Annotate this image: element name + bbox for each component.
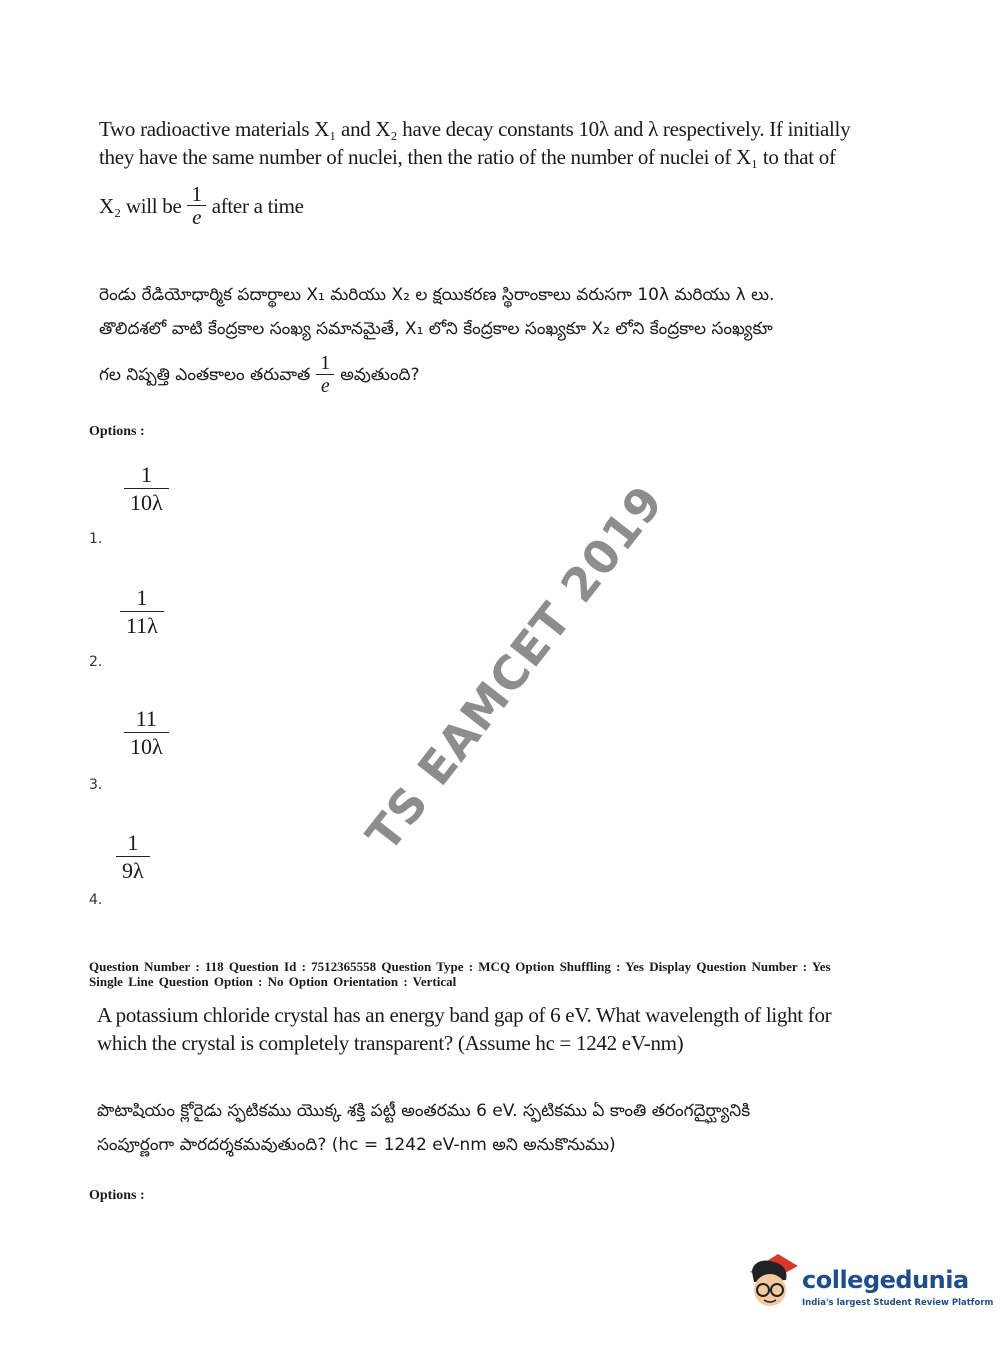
collegedunia-logo[interactable] [744,1250,994,1320]
question-1-telugu [99,278,899,397]
q1-en-line-2: they have the same number of nuclei, then the ratio of the number of nuclei of X₁ to that of [99,145,836,169]
q2-te-line-2: సంపూర్ణంగా పారదర్శకమవుతుంది? (hc = 1242 eV-nm అని అనుకొనుము) [97,1135,616,1155]
q2-meta-line-2: Single Line Question Option : No Option Orientation : Vertical [89,974,457,989]
option-denominator: 11λ [126,613,158,638]
q1-en-fraction [187,183,205,228]
q1-en-line-3-post: after a time [211,193,304,218]
option-4-number[interactable]: 4. [89,892,103,908]
option-1-number[interactable]: 1. [89,531,103,547]
q1-en-line-3 [99,183,899,228]
q2-meta-line-1: Question Number : 118 Question Id : 7512365558 Question Type : MCQ Option Shuffling : Yes Display Question Number : Yes [89,959,831,974]
q1-options-label: Options : [89,424,145,439]
q1-te-fraction [316,352,334,397]
logo-tagline: India's largest Student Review Platform [802,1298,994,1308]
fraction-denominator: e [192,205,202,229]
option-2-number[interactable]: 2. [89,654,103,670]
option-3-fraction[interactable] [124,706,169,761]
q1-te-line-3-post: అవుతుంది? [340,364,420,385]
fraction-denominator: e [320,375,330,397]
q2-en-line-2: which the crystal is completely transparent? (Assume hc = 1242 eV-nm) [97,1031,684,1055]
option-4-fraction[interactable] [116,830,150,885]
q2-te-line-1: పొటాషియం క్లోరైడు స్ఫటికము యొక్క శక్తి పట్టీ అంతరము 6 eV. స్ఫటికము ఏ కాంతి తరంగదైర్ఘ్యానికి [97,1101,751,1121]
option-denominator: 10λ [130,734,163,759]
q1-te-line-2: తొలిదశలో వాటి కేంద్రకాల సంఖ్య సమానమైతే, X₁ లోని కేంద్రకాల సంఖ్యకూ X₂ లోని కేంద్రకాల సంఖ్యకూ [99,319,773,339]
option-2-fraction[interactable] [120,585,164,640]
question-2-english [97,1001,917,1057]
logo-wordmark: collegedunia [802,1266,969,1294]
watermark-text: TS EAMCET 2019 [355,474,674,862]
fraction-numerator: 1 [320,352,331,374]
option-numerator: 1 [140,462,152,487]
q2-en-line-1: A potassium chloride crystal has an energy band gap of 6 eV. What wavelength of light for [97,1003,832,1027]
q2-options-label: Options : [89,1188,145,1203]
fraction-numerator: 1 [191,182,202,206]
option-3-number[interactable]: 3. [89,777,103,793]
question-2-meta [89,959,969,989]
question-1-english [99,115,899,228]
question-2-telugu [97,1094,917,1162]
option-1-fraction[interactable] [124,462,169,517]
q1-en-line-3-pre: X₂ will be [99,193,182,218]
q1-en-line-1: Two radioactive materials X₁ and X₂ have decay constants 10λ and λ respectively. If initially [99,117,851,141]
q1-te-line-3-pre: గల నిష్పత్తి ఎంతకాలం తరువాత [99,364,311,385]
option-numerator: 1 [136,585,148,610]
q1-te-line-1: రెండు రేడియోధార్మిక పదార్థాలు X₁ మరియు X₂ ల క్షయికరణ స్థిరాంకాలు వరుసగా 10λ మరియు λ లు. [99,285,775,305]
option-numerator: 11 [135,706,157,731]
mascot-icon [744,1250,800,1312]
option-numerator: 1 [127,830,139,855]
option-denominator: 9λ [122,858,144,883]
option-denominator: 10λ [130,490,163,515]
q1-te-line-3 [99,352,899,397]
